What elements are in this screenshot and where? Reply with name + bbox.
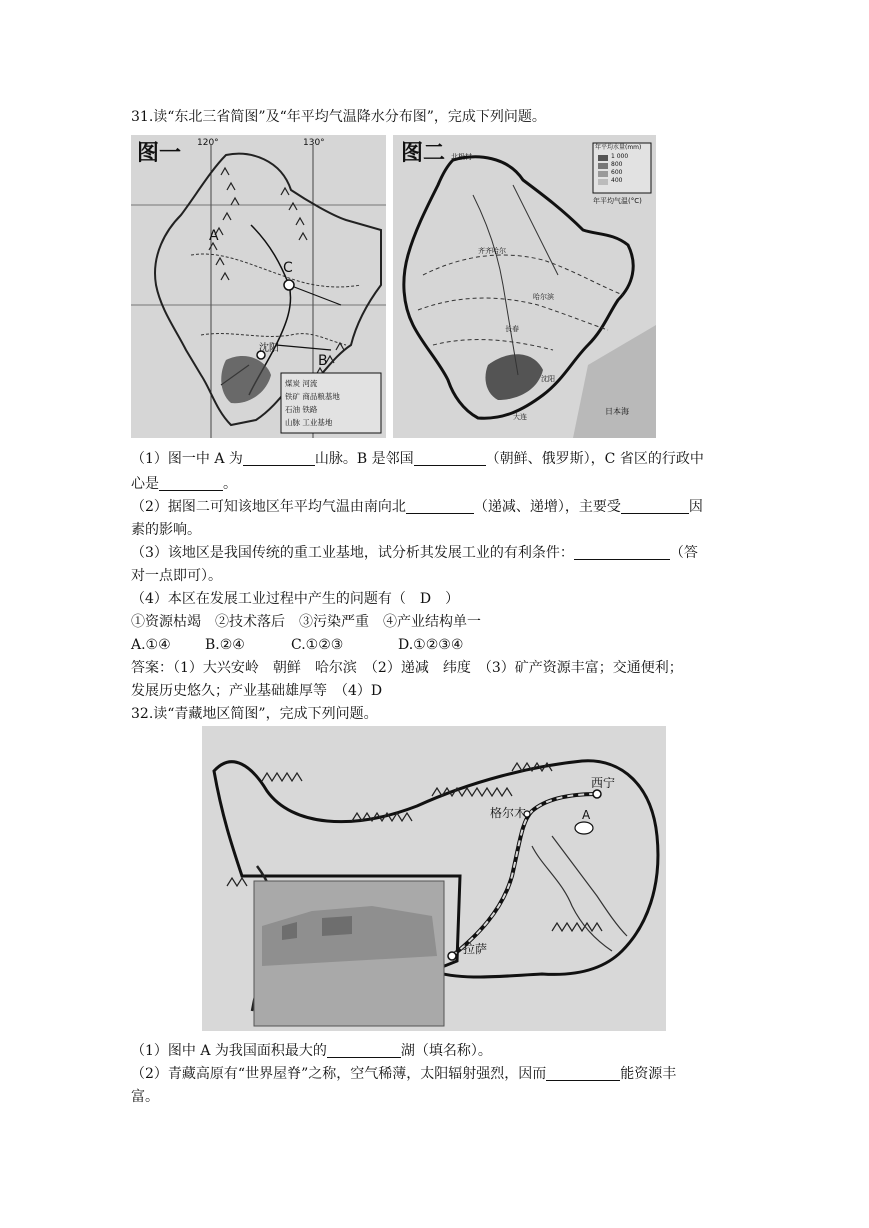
map1-mark-c: C [283,260,293,276]
map3-city-lhasa: 拉萨 [463,942,488,956]
q31-title: 31.读“东北三省简图”及“年平均气温降水分布图”，完成下列问题。 [131,109,546,125]
legend-value: 600 [611,169,623,176]
choice-a[interactable]: A.①④ [131,637,171,653]
legend-item: 铁矿 [285,392,300,401]
map3-city-xining: 西宁 [591,776,616,790]
q31-p1-text: 。 [223,476,237,492]
map2-place: 日本海 [605,407,629,416]
q31-p1-blank-a[interactable] [243,449,315,466]
q31-p2-text: （2）据图二可知该地区年平均气温由南向北 [131,499,406,515]
q31-part3-line1 [131,541,741,566]
map1-mark-a: A [209,228,219,244]
q31-p2-text: （递减、递增），主要受 [473,499,621,515]
q31-p1-text: （1）图一中 A 为 [131,451,243,467]
map2-legend-title: 年平均水量(mm) [595,144,642,151]
q31-p2-blank-b[interactable] [621,497,689,514]
q31-part3-line2: 对一点即可）。 [131,568,222,584]
map3-mark-a: A [582,808,591,822]
legend-item: 河流 [302,379,318,388]
q31-p1-text: 心是 [131,476,159,492]
q32-title: 32.读“青藏地区简图”，完成下列问题。 [131,706,378,722]
q31-p2-text: 因 [688,499,703,515]
map2-place: 齐齐哈尔 [478,247,506,255]
map1-lon-130: 130° [303,138,325,148]
q31-p3-blank[interactable] [574,543,670,560]
q31-p1-text: 山脉。B 是邻国 [314,451,414,467]
q32-p1-blank[interactable] [327,1041,401,1058]
q31-part4: （4）本区在发展工业过程中产生的问题有（ D ） [131,591,460,607]
map2-legend-values [611,153,628,185]
q32-p2-blank[interactable] [546,1064,620,1081]
legend-item: 商品粮基地 [302,392,340,401]
q31-p1-blank-c[interactable] [159,474,223,491]
legend-item: 煤炭 [285,379,300,388]
q32-part2-line1 [131,1062,741,1087]
legend-item: 石油 [285,405,300,414]
q32-p2-text: （2）青藏高原有“世界屋脊”之称，空气稀薄，太阳辐射强烈，因而 [131,1066,547,1082]
map1-city-shenyang: 沈阳 [259,343,279,354]
q31-options: ①资源枯竭 ②技术落后 ③污染严重 ④产业结构单一 [131,614,481,630]
q31-part1-line2 [131,472,741,497]
map1-legend [285,377,379,429]
map-temperature-precipitation [393,135,656,438]
q32-p2-text: 能资源丰 [620,1066,677,1082]
map2-place: 哈尔滨 [533,293,554,301]
q32-p1-text: （1）图中 A 为我国面积最大的 [131,1043,327,1059]
choice-b[interactable]: B.②④ [205,637,245,653]
map1-lon-120: 120° [197,138,219,148]
q31-p3-text: （答 [669,545,698,561]
q31-answer-line2: 发展历史悠久；产业基础雄厚等 （4）D [131,683,383,699]
q31-part2-line1 [131,495,741,520]
legend-value: 1 000 [611,153,629,160]
map-northeast-provinces [131,135,386,438]
q32-part2-line2: 富。 [131,1089,159,1105]
choice-c[interactable]: C.①②③ [291,637,344,653]
legend-item: 铁路 [302,405,318,414]
q32-p1-text: 湖（填名称）。 [400,1043,492,1059]
map-qinghai-tibet [202,726,666,1031]
q31-p3-text: （3）该地区是我国传统的重工业基地，试分析其发展工业的有利条件： [131,545,574,561]
map2-label: 图二 [401,141,446,166]
map3-city-golmud: 格尔木 [490,806,527,820]
q31-part2-line2: 素的影响。 [131,522,201,538]
q31-part1-line1 [131,447,741,472]
q31-p1-text: （朝鲜、俄罗斯），C 省区的行政中 [485,451,704,467]
map2-legend-temp: 年平均气温(°C) [593,197,642,205]
q32-part1 [131,1039,741,1064]
q31-p2-blank-a[interactable] [406,497,474,514]
legend-value: 400 [611,177,623,184]
map2-place: 长春 [505,325,519,333]
map2-place: 大连 [513,413,527,421]
choice-d[interactable]: D.①②③④ [398,637,464,653]
map1-label: 图一 [137,141,182,166]
legend-value: 800 [611,161,623,168]
q31-answer-line1: 答案：（1）大兴安岭 朝鲜 哈尔滨 （2）递减 纬度 （3）矿产资源丰富；交通便利； [131,660,683,676]
map2-place: 北极村 [451,153,472,161]
legend-item: 山脉 [285,418,300,427]
map2-place: 沈阳 [541,375,555,383]
q31-p1-blank-b[interactable] [414,449,486,466]
map1-mark-b: B [318,353,328,369]
legend-item: 工业基地 [302,418,333,427]
q31-choices [131,633,741,658]
